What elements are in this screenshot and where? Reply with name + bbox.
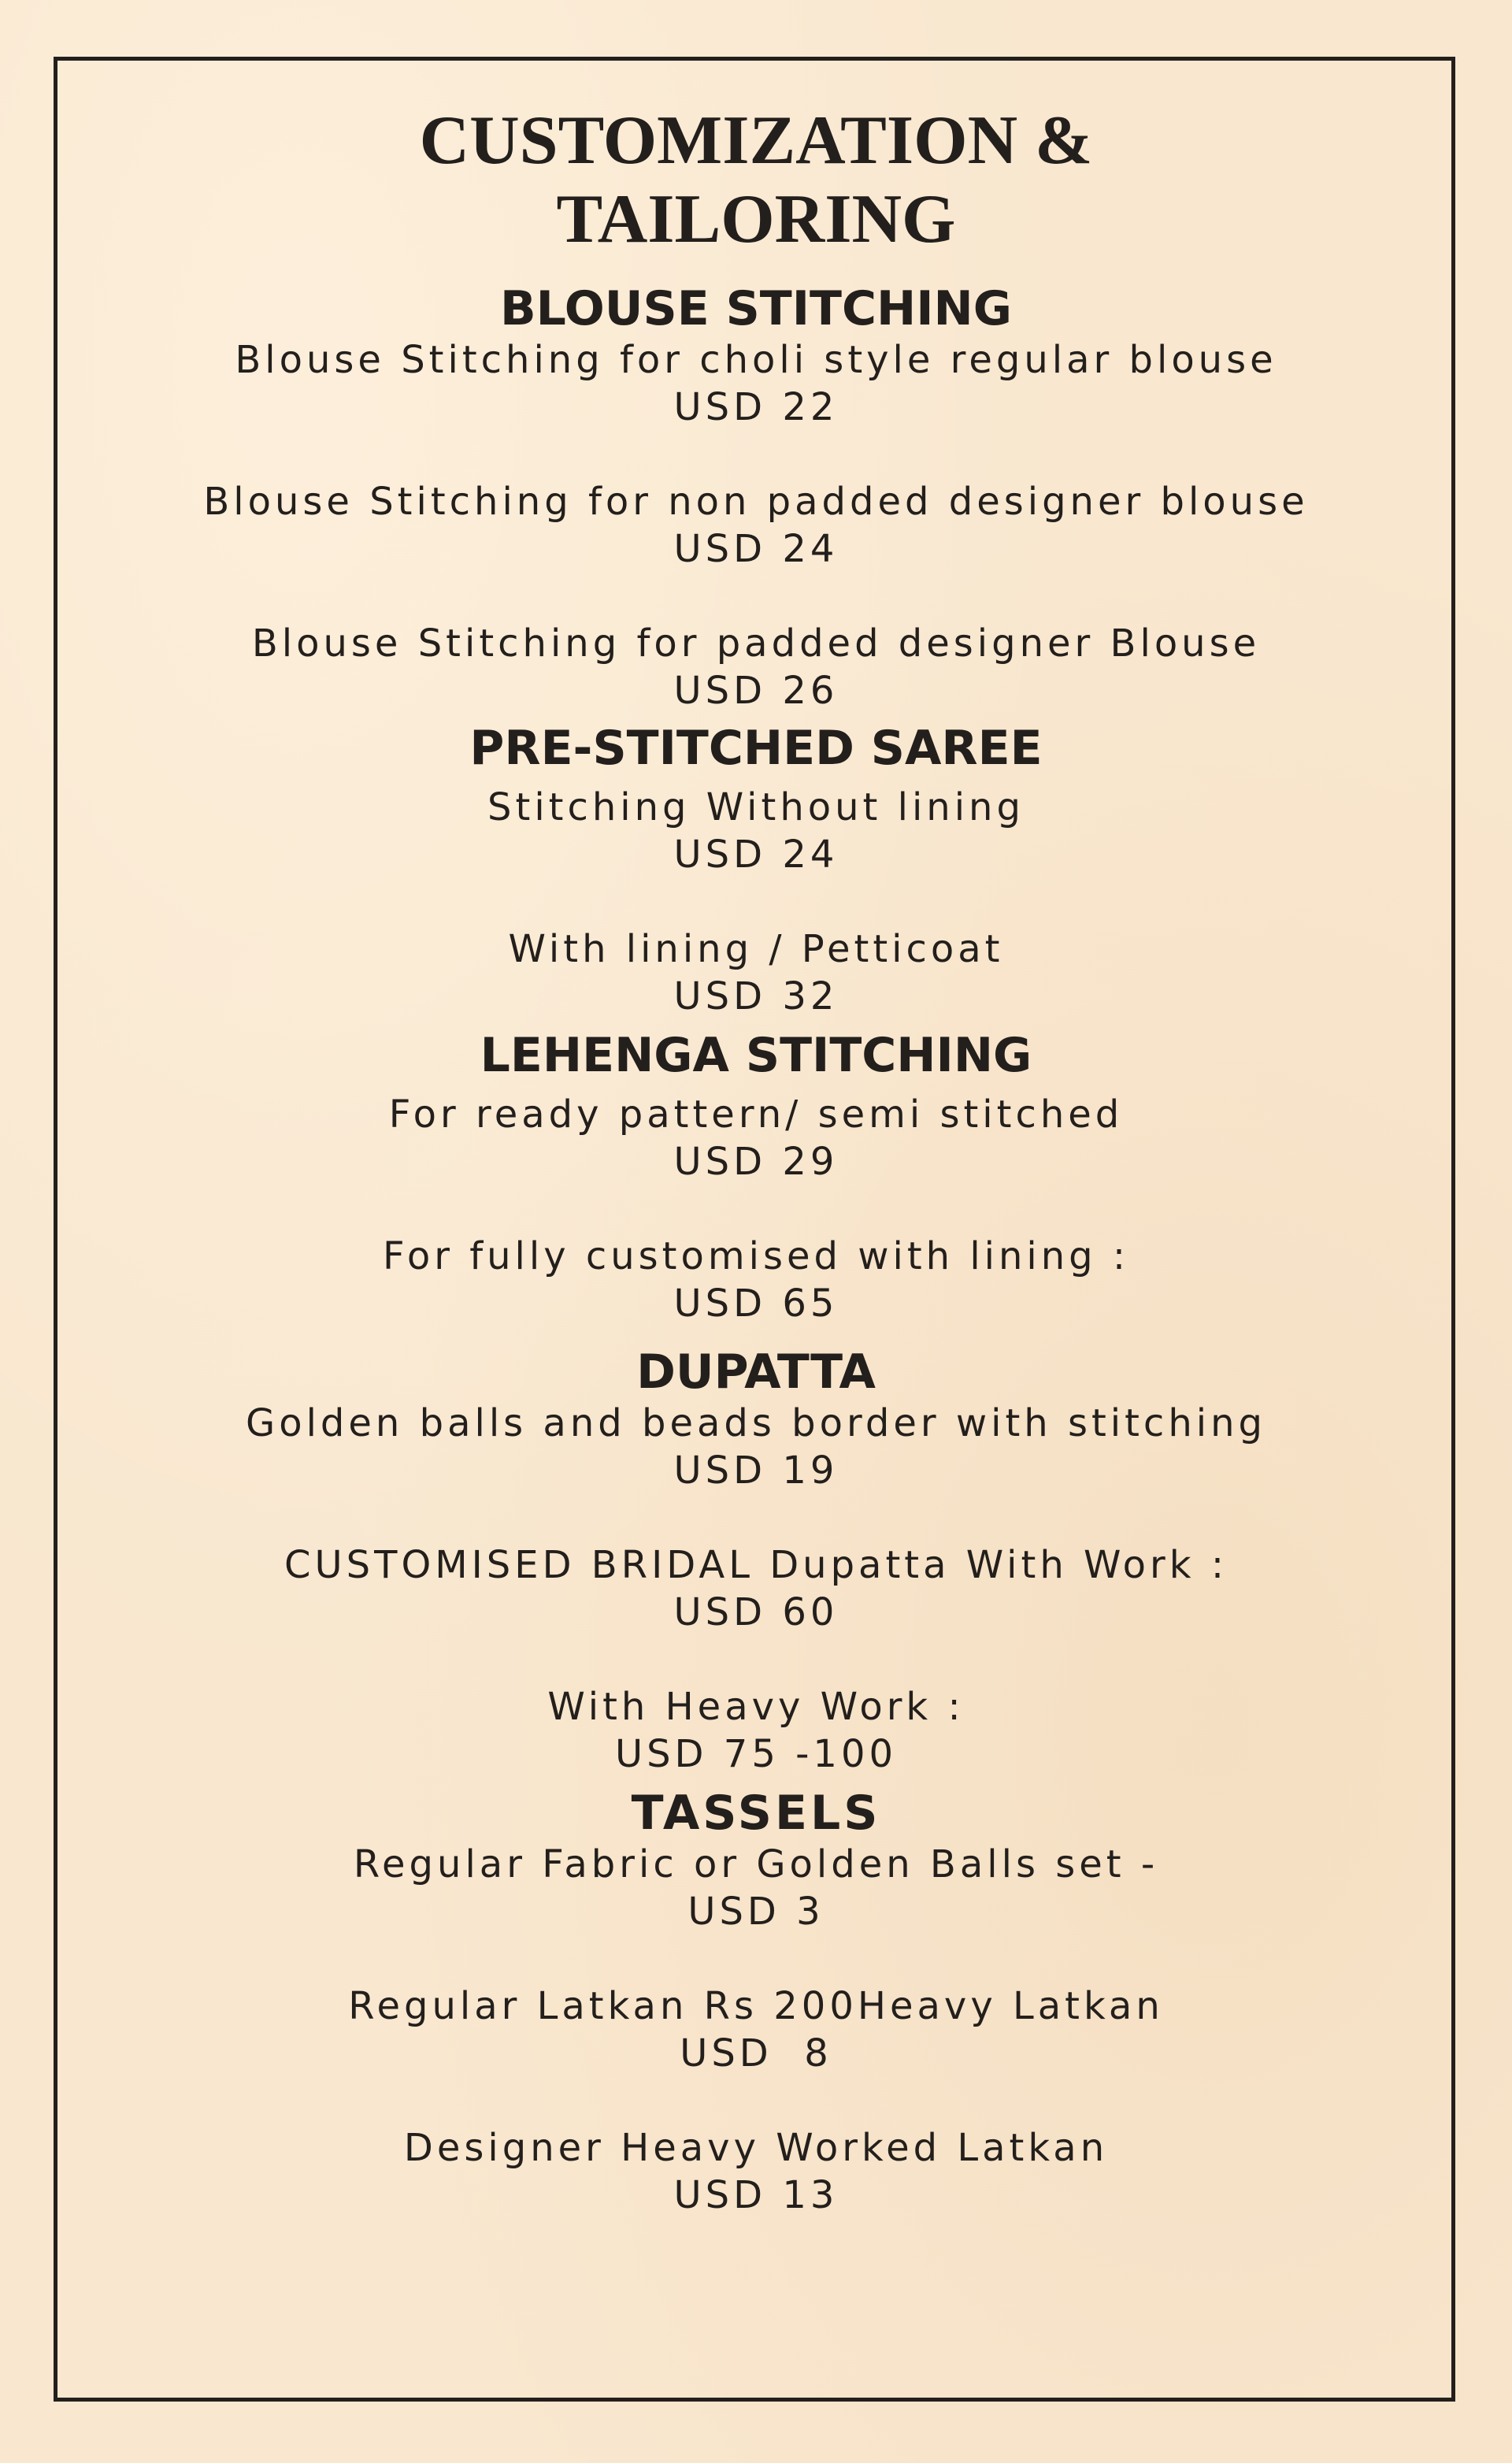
item-name: With lining / Petticoat	[508, 927, 1004, 971]
item-price: USD 24	[673, 527, 839, 571]
list-item	[57, 2124, 1455, 2219]
section-heading: LEHENGA STITCHING	[480, 1028, 1032, 1083]
title-line: TAILORING	[556, 181, 956, 258]
title-line: CUSTOMIZATION &	[419, 102, 1093, 179]
list-item	[57, 1541, 1455, 1636]
list-item	[57, 1983, 1455, 2077]
list-item	[57, 1841, 1455, 1935]
item-price: USD 3	[687, 1890, 825, 1934]
price-list	[57, 61, 1455, 2219]
list-item	[57, 478, 1455, 573]
list-item	[57, 925, 1455, 1020]
item-price: USD 60	[673, 1590, 839, 1634]
item-price: USD 19	[673, 1448, 839, 1493]
item-name: For fully customised with lining :	[382, 1234, 1130, 1278]
item-name: Regular Latkan Rs 200Heavy Latkan	[348, 1984, 1164, 2028]
section-tassels	[57, 1786, 1455, 2219]
section-dupatta	[57, 1345, 1455, 1778]
item-price: USD 75 -100	[614, 1732, 898, 1776]
item-price: USD 29	[673, 1140, 839, 1184]
item-price: USD 65	[673, 1282, 839, 1326]
item-price: USD 13	[673, 2173, 839, 2217]
page-title	[57, 102, 1455, 259]
list-item	[57, 1683, 1455, 1778]
item-price: USD 26	[673, 669, 839, 713]
section-lehenga-stitching	[57, 1028, 1455, 1327]
section-heading: PRE-STITCHED SAREE	[469, 721, 1043, 776]
section-heading: DUPATTA	[636, 1345, 876, 1400]
list-item	[57, 620, 1455, 714]
item-name: With Heavy Work :	[547, 1685, 965, 1729]
item-price: USD 22	[673, 385, 839, 429]
section-heading: TASSELS	[631, 1786, 881, 1841]
list-item	[57, 336, 1455, 431]
item-name: CUSTOMISED BRIDAL Dupatta With Work :	[284, 1543, 1228, 1587]
item-name: Stitching Without lining	[487, 785, 1025, 829]
item-price: USD 8	[680, 2031, 832, 2075]
list-item	[57, 1091, 1455, 1185]
item-name: Regular Fabric or Golden Balls set -	[353, 1842, 1159, 1886]
section-pre-stitched-saree	[57, 721, 1455, 1020]
item-name: Golden balls and beads border with stitching	[246, 1401, 1266, 1445]
item-name: For ready pattern/ semi stitched	[388, 1092, 1124, 1137]
item-price: USD 32	[673, 974, 839, 1018]
section-blouse-stitching	[57, 281, 1455, 714]
item-price: USD 24	[673, 833, 839, 877]
item-name: Blouse Stitching for padded designer Blouse	[251, 621, 1261, 666]
item-name: Blouse Stitching for non padded designer blouse	[203, 480, 1309, 524]
item-name: Designer Heavy Worked Latkan	[403, 2126, 1109, 2170]
item-name: Blouse Stitching for choli style regular blouse	[235, 338, 1277, 382]
list-item	[57, 1400, 1455, 1494]
section-heading: BLOUSE STITCHING	[499, 281, 1013, 336]
list-item	[57, 784, 1455, 878]
list-item	[57, 1233, 1455, 1327]
